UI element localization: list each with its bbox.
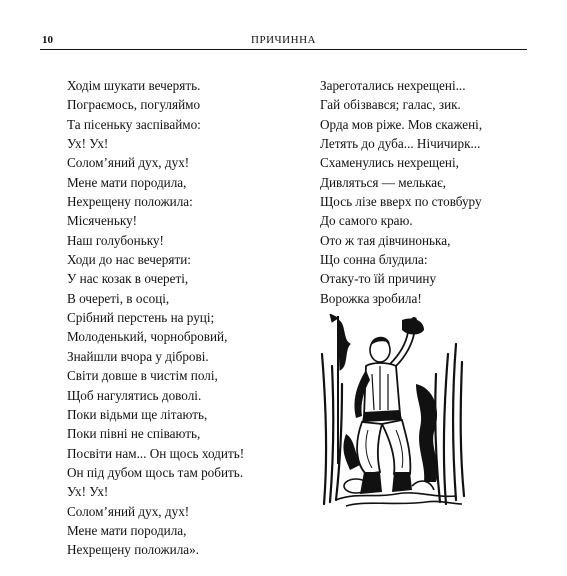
poem-line: У нас козак в очереті,	[67, 271, 189, 287]
poem-line: Солом’яний дух, дух!	[67, 155, 190, 171]
poem-line: До самого краю.	[320, 213, 413, 229]
poem-line: Поки відьми ще літають,	[67, 406, 208, 422]
poem-column-left	[67, 76, 282, 560]
poem-line: Летять до дуба... Нічичирк...	[320, 136, 481, 152]
poem-line: Нехрещену положила».	[67, 542, 200, 558]
poem-line: Дивляться — мелькає,	[320, 174, 447, 190]
poem-line: Щось лізе вверх по стовбуру	[320, 194, 482, 210]
poem-line: Мене мати породила,	[67, 174, 187, 190]
poem-line: Ото ж тая дівчинонька,	[320, 232, 451, 248]
poem-column-right	[320, 76, 535, 308]
poem-line: Що сонна блудила:	[320, 252, 428, 268]
woodcut-cossack-icon	[316, 314, 468, 510]
poem-line: В очереті, в осоці,	[67, 290, 170, 306]
poem-line: Світи довше в чистім полі,	[67, 368, 218, 384]
poem-line: Мене мати породила,	[67, 522, 187, 538]
poem-line: Молоденький, чорнобровий,	[67, 329, 228, 345]
poem-line: Щоб нагулятись доволі.	[67, 387, 202, 403]
poem-line: Та пісеньку заспіваймо:	[67, 116, 201, 132]
poem-line: Он під дубом щось там робить.	[67, 464, 244, 480]
poem-line: Ух! Ух!	[67, 136, 109, 152]
running-title: ПРИЧИННА	[251, 34, 316, 46]
poem-line: Орда мов ріже. Мов скажені,	[320, 116, 483, 132]
poem-line: Зареготались нехрещені...	[320, 78, 466, 93]
poem-line: Ходім шукати вечерять.	[67, 78, 201, 93]
poem-line: Наш голубоньку!	[67, 232, 164, 248]
poem-line: Гай обізвався; галас, зик.	[320, 97, 461, 113]
poem-line: Знайшли вчора у діброві.	[67, 348, 209, 364]
running-header	[40, 33, 527, 50]
poem-line: Схаменулись нехрещені,	[320, 155, 459, 171]
poem-line: Ходи до нас вечеряти:	[67, 252, 191, 268]
poem-line: Ворожка зробила!	[320, 290, 422, 306]
poem-line: Нехрещену положила:	[67, 194, 193, 210]
poem-line: Місяченьку!	[67, 213, 138, 229]
poem-line: Срібний перстень на руці;	[67, 310, 215, 326]
poem-line: Отаку-то їй причину	[320, 271, 437, 287]
poem-line: Ух! Ух!	[67, 484, 109, 500]
poem-line: Посвіти нам... Он щось ходить!	[67, 445, 245, 461]
poem-line: Поки півні не співають,	[67, 426, 201, 442]
poem-line: Пограємось, погуляймо	[67, 97, 201, 113]
poem-line: Солом’яний дух, дух!	[67, 503, 190, 519]
page-number: 10	[42, 34, 53, 46]
